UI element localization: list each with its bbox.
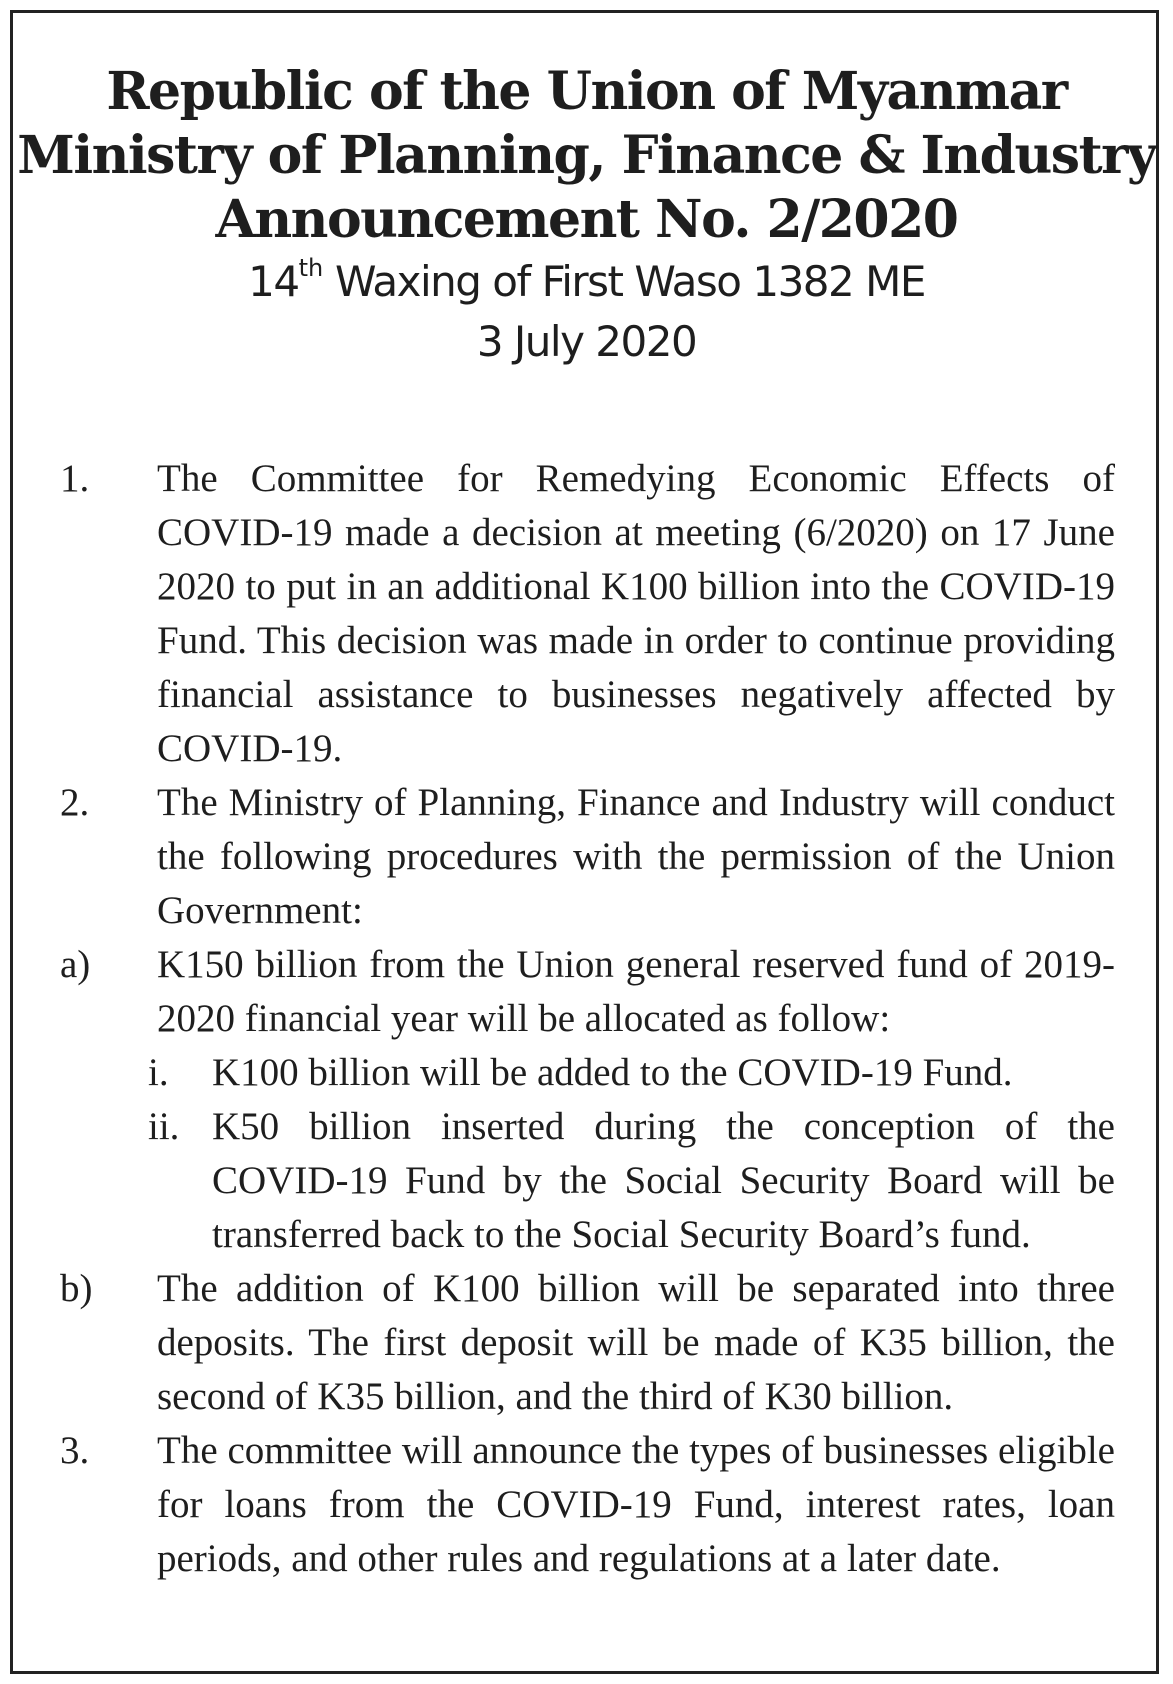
item-a-i xyxy=(60,1046,1115,1100)
item-a-text: K150 billion from the Union general reserved fund of 2019-2020 financial year will be allocated as follow: xyxy=(157,943,1115,1040)
paragraph-3-number: 3. xyxy=(60,1429,90,1472)
announcement-body xyxy=(60,452,1115,1586)
item-b xyxy=(60,1262,1115,1424)
item-a-marker: a) xyxy=(60,943,91,986)
item-a-i-marker: i. xyxy=(148,1051,169,1094)
paragraph-1-number: 1. xyxy=(60,457,90,500)
lunar-day: 14 xyxy=(248,257,299,306)
gregorian-date: 3 July 2020 xyxy=(476,317,697,366)
announcement-number: Announcement No. 2/2020 xyxy=(215,189,958,250)
ministry-title: Ministry of Planning, Finance & Industry xyxy=(17,125,1156,186)
country-title: Republic of the Union of Myanmar xyxy=(106,61,1067,122)
item-b-marker: b) xyxy=(60,1267,93,1310)
item-a xyxy=(60,938,1115,1046)
paragraph-1 xyxy=(60,452,1115,776)
paragraph-3 xyxy=(60,1424,1115,1586)
paragraph-3-text: The committee will announce the types of businesses eligible for loans from the COVID-19 Fund, interest rates, loan periods, and other rules and regulations at a later date. xyxy=(157,1429,1115,1580)
paragraph-1-text: The Committee for Remedying Economic Effects of COVID-19 made a decision at meeting (6/2020) on 17 June 2020 to put in an additional K100 billion into the COVID-19 Fund. This decision was made in order to continue providing financial assistance to businesses negatively affected by COVID-19. xyxy=(157,457,1115,770)
item-a-ii xyxy=(60,1100,1115,1262)
announcement-header xyxy=(0,60,1173,372)
paragraph-2 xyxy=(60,776,1115,938)
paragraph-2-number: 2. xyxy=(60,781,90,824)
lunar-date-rest: Waxing of First Waso 1382 ME xyxy=(323,257,925,306)
paragraph-2-text: The Ministry of Planning, Finance and Industry will conduct the following procedures with the permission of the Union Government: xyxy=(157,781,1115,932)
item-a-ii-text: K50 billion inserted during the conception of the COVID-19 Fund by the Social Security Board will be transferred back to the Social Security Board’s fund. xyxy=(212,1105,1115,1256)
item-a-i-text: K100 billion will be added to the COVID-19 Fund. xyxy=(212,1051,1013,1094)
lunar-date xyxy=(0,252,1173,312)
item-b-text: The addition of K100 billion will be separated into three deposits. The first deposit will be made of K35 billion, the second of K35 billion, and the third of K30 billion. xyxy=(157,1267,1115,1418)
lunar-day-ordinal: th xyxy=(298,254,324,282)
item-a-ii-marker: ii. xyxy=(148,1105,180,1148)
